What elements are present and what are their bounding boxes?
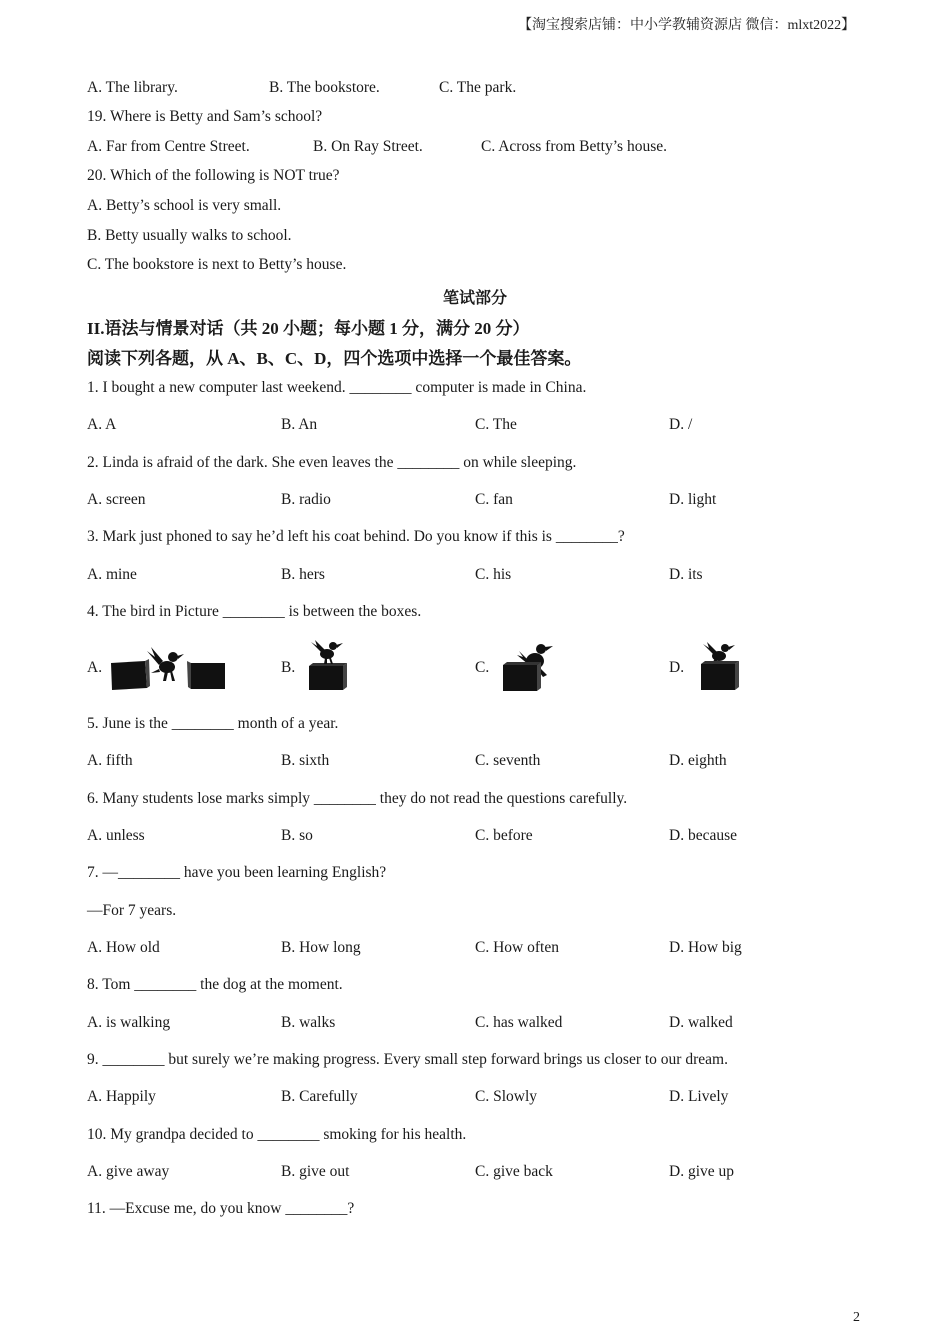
bird-between-boxes-picture [107,643,229,691]
q8-stem: 8. Tom ________ the dog at the moment. [87,976,343,993]
written-part-title: 笔试部分 [442,290,507,307]
q2-option-b: B. radio [281,491,331,508]
q6-option-d: D. because [669,827,737,844]
q3-option-c: C. his [475,566,512,583]
q19-option-c: C. Across from Betty’s house. [481,138,667,155]
q8-option-c: C. has walked [475,1014,563,1031]
q7-option-b: B. How long [281,939,361,956]
q1-stem: 1. I bought a new computer last weekend. ________ computer is made in China. [87,379,587,396]
q3-stem: 3. Mark just phoned to say he’d left his coat behind. Do you know if this is ________? [87,528,625,545]
q4-option-b-label: B. [281,659,296,676]
q9-option-b: B. Carefully [281,1088,358,1105]
q20-option-a: A. Betty’s school is very small. [87,197,282,214]
q9-option-c: C. Slowly [475,1088,538,1105]
q3-option-d: D. its [669,566,703,583]
q6-option-b: B. so [281,827,313,844]
q18-option-c: C. The park. [439,79,517,96]
q7-option-d: D. How big [669,939,742,956]
q20-option-b: B. Betty usually walks to school. [87,227,292,244]
q6-option-c: C. before [475,827,533,844]
section-instruction: 阅读下列各题，从 A、B、C、D，四个选项中选择一个最佳答案。 [87,349,582,368]
q8-option-a: A. is walking [87,1014,171,1031]
q9-option-d: D. Lively [669,1088,729,1105]
page-number: 2 [853,1310,860,1325]
bird-in-box-picture [695,640,743,692]
section-title: II.语法与情景对话（共 20 小题；每小题 1 分，满分 20 分） [87,319,530,338]
q5-option-a: A. fifth [87,752,133,769]
q9-option-a: A. Happily [87,1088,156,1105]
q11-stem: 11. —Excuse me, do you know ________? [87,1200,355,1217]
q19-option-b: B. On Ray Street. [313,138,423,155]
q19-option-a: A. Far from Centre Street. [87,138,250,155]
q4-option-c-label: C. [475,659,490,676]
q9-stem: 9. ________ but surely we’re making progress. Every small step forward brings us closer to our dream. [87,1051,728,1068]
q3-option-a: A. mine [87,566,137,583]
q10-option-c: C. give back [475,1163,553,1180]
q4-option-d-label: D. [669,659,685,676]
q1-option-d: D. / [669,416,693,433]
q1-option-a: A. A [87,416,117,433]
q10-option-a: A. give away [87,1163,170,1180]
q10-option-b: B. give out [281,1163,350,1180]
q6-stem: 6. Many students lose marks simply ________ they do not read the questions carefully. [87,790,628,807]
q10-stem: 10. My grandpa decided to ________ smoking for his health. [87,1126,467,1143]
q5-option-d: D. eighth [669,752,727,769]
q7-option-a: A. How old [87,939,160,956]
q20-question: 20. Which of the following is NOT true? [87,167,340,184]
q3-option-b: B. hers [281,566,325,583]
q7-stem: 7. —________ have you been learning English? [87,864,387,881]
q6-option-a: A. unless [87,827,145,844]
q1-option-b: B. An [281,416,318,433]
q2-option-c: C. fan [475,491,513,508]
q8-option-b: B. walks [281,1014,336,1031]
bird-on-box-picture [303,640,351,692]
q2-option-a: A. screen [87,491,146,508]
bird-behind-box-picture [497,641,557,693]
q8-option-d: D. walked [669,1014,733,1031]
q4-option-a-label: A. [87,659,103,676]
q20-option-c: C. The bookstore is next to Betty’s house. [87,256,347,273]
q2-option-d: D. light [669,491,717,508]
q7-answer-line: —For 7 years. [87,902,177,919]
q4-stem: 4. The bird in Picture ________ is between the boxes. [87,603,422,620]
q5-option-c: C. seventh [475,752,541,769]
q7-option-c: C. How often [475,939,559,956]
q5-option-b: B. sixth [281,752,330,769]
q18-option-a: A. The library. [87,79,178,96]
q10-option-d: D. give up [669,1163,735,1180]
q5-stem: 5. June is the ________ month of a year. [87,715,339,732]
q1-option-c: C. The [475,416,517,433]
q2-stem: 2. Linda is afraid of the dark. She even leaves the ________ on while sleeping. [87,454,577,471]
page-header: 【淘宝搜索店铺：中小学教辅资源店 微信：mlxt2022】 [518,18,856,33]
q19-question: 19. Where is Betty and Sam’s school? [87,108,323,125]
q18-option-b: B. The bookstore. [269,79,380,96]
